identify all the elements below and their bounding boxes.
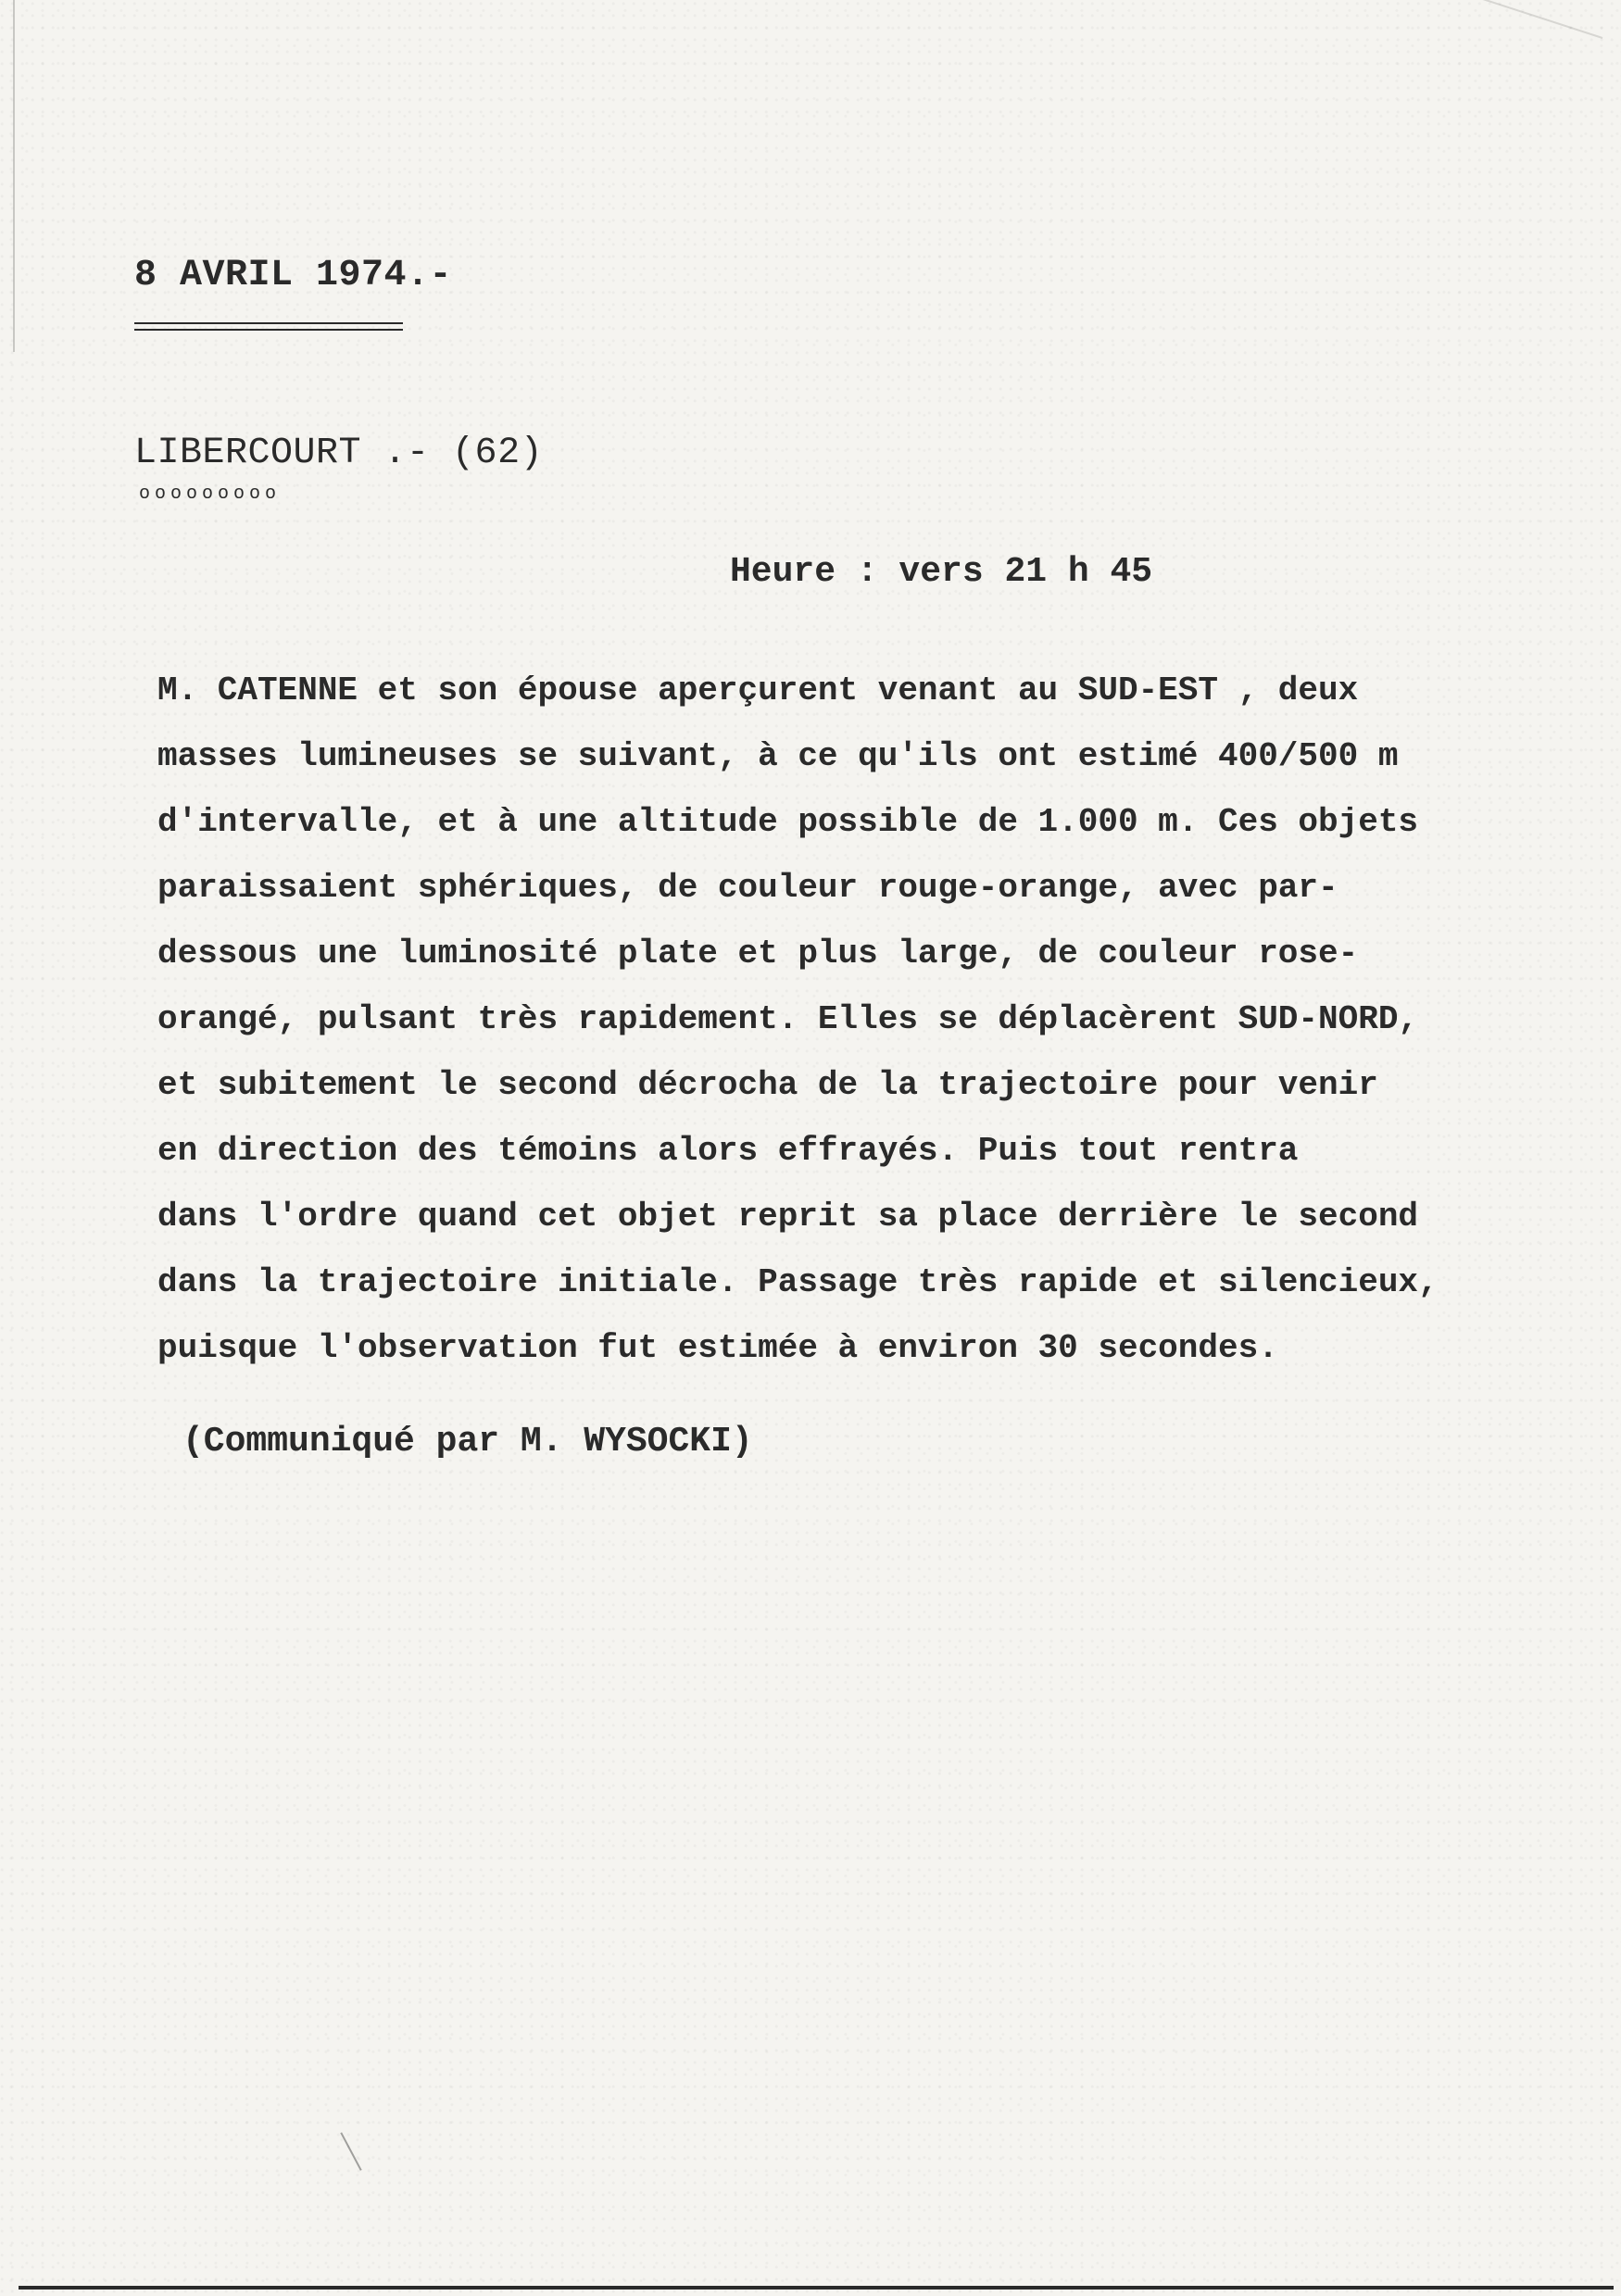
bottom-rule	[19, 2286, 1614, 2290]
date-underline	[134, 322, 403, 331]
body-line: dessous une luminosité plate et plus large, de couleur rose-	[157, 935, 1359, 972]
report-location: LIBERCOURT .- (62)	[134, 433, 544, 474]
scan-stray-mark	[340, 2132, 361, 2171]
body-line: paraissaient sphériques, de couleur rouge-orange, avec par-	[157, 869, 1338, 907]
body-line: masses lumineuses se suivant, à ce qu'ils ont estimé 400/500 m	[157, 737, 1399, 775]
report-credit: (Communiqué par M. WYSOCKI)	[182, 1422, 753, 1462]
body-line: dans l'ordre quand cet objet reprit sa place derrière le second	[157, 1198, 1419, 1236]
scan-edge-line	[13, 0, 15, 352]
body-line: dans la trajectoire initiale. Passage très rapide et silencieux,	[157, 1263, 1439, 1301]
body-line: et subitement le second décrocha de la trajectoire pour venir	[157, 1066, 1378, 1104]
scan-corner-mark	[1435, 0, 1602, 39]
location-underline: ooooooooo	[139, 483, 282, 505]
body-line: d'intervalle, et à une altitude possible de 1.000 m. Ces objets	[157, 803, 1419, 841]
body-line: M. CATENNE et son épouse aperçurent venant au SUD-EST , deux	[157, 671, 1359, 709]
report-time: Heure : vers 21 h 45	[730, 552, 1153, 592]
report-date: 8 AVRIL 1974.-	[134, 255, 453, 296]
body-line: puisque l'observation fut estimée à environ 30 secondes.	[157, 1329, 1278, 1367]
body-line: orangé, pulsant très rapidement. Elles se déplacèrent SUD-NORD,	[157, 1000, 1419, 1038]
report-body	[157, 658, 1575, 1381]
body-line: en direction des témoins alors effrayés. Puis tout rentra	[157, 1132, 1299, 1170]
